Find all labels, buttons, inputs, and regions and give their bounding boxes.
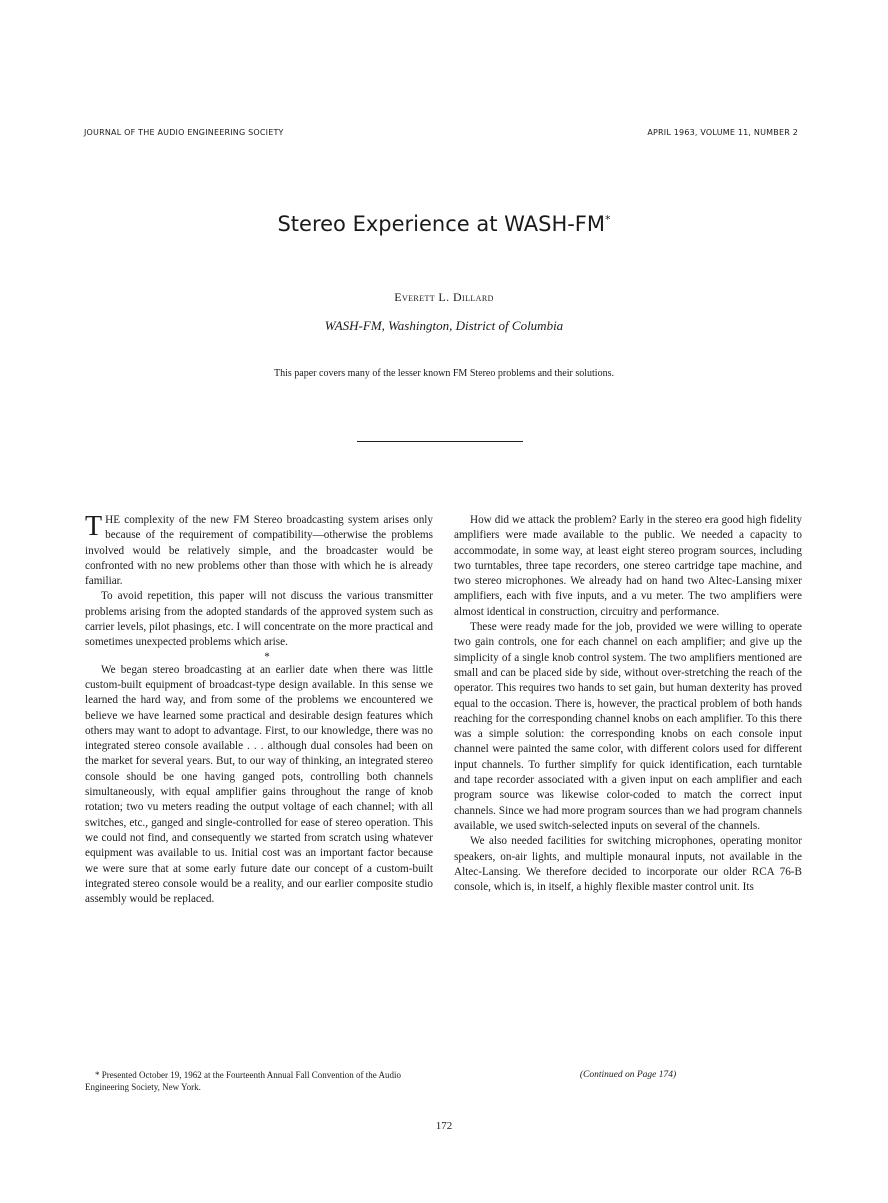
abstract: This paper covers many of the lesser known FM Stereo problems and their solutions. (274, 368, 614, 379)
journal-name: JOURNAL OF THE AUDIO ENGINEERING SOCIETY (84, 128, 284, 137)
issue-info: APRIL 1963, VOLUME 11, NUMBER 2 (647, 128, 798, 137)
article-title (0, 212, 888, 236)
title-rule (357, 441, 523, 442)
title-text: Stereo Experience at WASH-FM (277, 212, 606, 236)
paragraph (85, 513, 433, 589)
continued-note: (Continued on Page 174) (579, 1070, 677, 1080)
affiliation: WASH-FM, Washington, District of Columbia (324, 318, 564, 333)
paragraph: How did we attack the problem? Early in the stereo era good high fidelity amplifiers were made available to the public. We needed a capacity to accommodate, in some way, at least eight stereo program sources, including two turntables, three tape recorders, one stereo cartridge tape machine, and two stereo microphones. We already had on hand two Altec-Lansing mixer amplifiers, each with five inputs, and a vu meter. The two amplifiers were almost identical in construction, circuitry and performance. (454, 514, 802, 618)
paragraph: These were ready made for the job, provided we were willing to operate two gain controls, one for each channel on each amplifier; and give up the simplicity of a single knob control system. The two amplifiers mentioned are small and can be placed side by side, without over-stretching the reach of the operator. This requires two hands to set gain, but human dexterity has proved equal to the occasion. There is, however, the practical problem of both hands reaching for the corresponding channel knobs on each amplifier. To this there was a simple solution: the corresponding knobs on each console input channel were painted the same color, with different colors used for different input channels. To further simplify for quick identification, each turntable and tape recorder associated with a given input on each amplifier and each program source was likewise color-coded to match the correct input channels. Since we had more program sources than we had program channels available, we used switch-selected inputs on several of the channels. (454, 621, 802, 832)
section-separator: * (264, 650, 270, 663)
footnote: * Presented October 19, 1962 at the Fourteenth Annual Fall Convention of the Audio Engineering Society, New York. (85, 1070, 401, 1092)
left-column (85, 513, 433, 907)
author: Everett L. Dillard (394, 290, 494, 304)
drop-cap: T (85, 511, 103, 542)
paragraph: We began stereo broadcasting at an earlier date when there was little custom-built equipment of broadcast-type design available. In this sense we learned the hard way, and from some of the problems we encountered we believe we have learned some practical and desirable design features which others may want to adopt to advantage. First, to our knowledge, there was no integrated stereo console available . . . although dual consoles had been on the market for several years. But, to our way of thinking, an integrated stereo console should be one having ganged pots, controlling both channels simultaneously, with equal amplifier gains throughout the range of knob rotation; two vu meters reading the output voltage of each channel; with all switches, etc., ganged and single-controlled for ease of stereo operation. This we could not find, and consequently we started from scratch using whatever equipment was available to us. Initial cost was an important factor because we were sure that at some early future date our concept of a custom-built integrated stereo console would be a reality, and our earlier composite studio assembly would be replaced. (85, 663, 433, 906)
paragraph: To avoid repetition, this paper will not discuss the various transmitter problems arising from the adopted standards of the approved system such as carrier levels, pilot phasings, etc. I will concentrate on the more practical and sometimes unexpected problems which arise. (85, 590, 433, 649)
paragraph-text: HE complexity of the new FM Stereo broadcasting system arises only because of the requirement of compatibility—otherwise the problems involved would be relatively simple, and the broadcaster would be confronted with no new problems other than those with which he is already familiar. (85, 514, 433, 588)
paragraph: We also needed facilities for switching microphones, operating monitor speakers, on-air lights, and multiple monaural inputs, not available in the Altec-Lansing. We therefore decided to incorporate our older RCA 76-B console, which is, in itself, a highly flexible master control unit. Its (454, 835, 802, 894)
title-footnote-mark: * (605, 213, 611, 226)
right-column (454, 513, 802, 895)
page-number: 172 (435, 1120, 453, 1132)
